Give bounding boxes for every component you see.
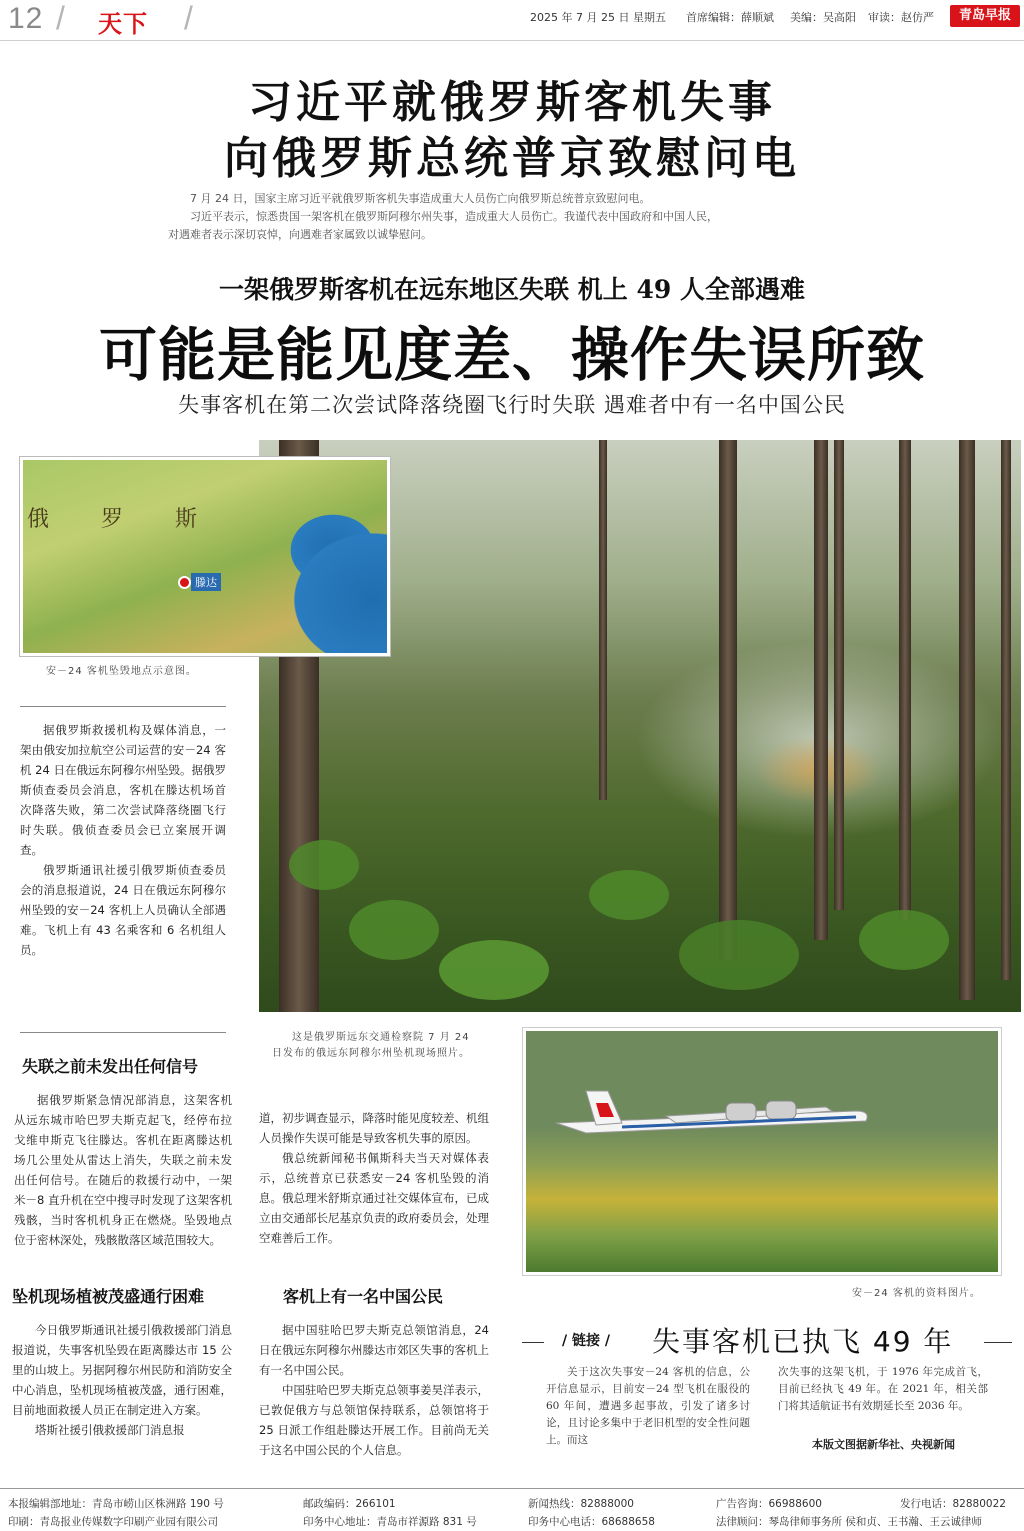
- issue-date: 2025 年 7 月 25 日 星期五: [530, 11, 666, 24]
- lead-line: 7 月 24 日，国家主席习近平就俄罗斯客机失事造成重大人员伤亡向俄罗斯总统普京致慰问电。: [190, 192, 651, 205]
- footer-item: 新闻热线：82888000: [528, 1498, 634, 1510]
- section1-continued-column: [259, 1108, 489, 1248]
- story-title: 可能是能见度差、操作失误所致: [98, 321, 925, 389]
- page-number: 12: [8, 2, 44, 35]
- section1-column: [14, 1090, 232, 1250]
- footer-item: 本报编辑部地址：青岛市崂山区株洲路 190 号: [8, 1498, 224, 1510]
- story-subtitle: 失事客机在第二次尝试降落绕圈飞行时失联 遇难者中有一名中国公民: [178, 393, 846, 417]
- header-rule: [0, 40, 1024, 41]
- headline-line-2: 向俄罗斯总统普京致慰问电: [224, 133, 800, 184]
- footer-item: 邮政编码：266101: [303, 1498, 396, 1510]
- header-divider: /: [184, 0, 193, 36]
- link-column: 关于这次失事安－24 客机的信息，公开信息显示，目前安－24 型飞机在服役的 60 年间，遭遇多起事故，引发了诸多讨论，且讨论多集中于老旧机型的安全性问题上。而这: [546, 1366, 750, 1446]
- footer-item: 发行电话：82880022: [900, 1498, 1006, 1510]
- crash-location-map: [20, 457, 390, 656]
- section1-paragraph: 据俄罗斯紧急情况部消息，这架客机从远东城市哈巴罗夫斯克起飞，经停布拉戈维申斯克飞往滕达。客机在距离滕达机场几公里处从雷达上消失，失联之前未发出任何信号。在随后的救援行动中，一架米－8 直升机在空中搜寻时发现了这架客机残骸，当时客机机身正在燃烧。坠毁地点位于密林深处，残骸散落区域范围较大。: [14, 1093, 232, 1247]
- footer-item: 印务中心电话：68688658: [528, 1516, 655, 1528]
- section-title: 天下: [98, 10, 148, 38]
- story-kicker: 一架俄罗斯客机在远东地区失联 机上 49 人全部遇难: [219, 275, 805, 304]
- link-box-rule: [522, 1342, 544, 1343]
- intro-paragraph: 据俄罗斯救援机构及媒体消息，一架由俄安加拉航空公司运营的安－24 客机 24 日在俄远东阿穆尔州坠毁。据俄罗斯侦查委员会消息，客机在滕达机场首次降落失败，第二次尝试降落绕圈飞行时失联。俄侦查委员会已立案展开调查。: [20, 723, 226, 857]
- link-title: 失事客机已执飞 49 年: [652, 1325, 954, 1358]
- lead-line: 对遇难者表示深切哀悼，向遇难者家属致以诚挚慰问。: [168, 228, 432, 241]
- map-caption: 安－24 客机坠毁地点示意图。: [46, 666, 197, 677]
- section3-paragraph: 中国驻哈巴罗夫斯克总领事姜昊洋表示，已敦促俄方与总领馆保持联系，总领馆将于 25 日派工作组赴滕达开展工作。目前尚无关于这名中国公民的个人信息。: [259, 1383, 489, 1457]
- link-tag: / 链接 /: [562, 1333, 610, 1349]
- column-rule: [20, 1032, 226, 1033]
- lead-line: 习近平表示，惊悉贵国一架客机在俄罗斯阿穆尔州失事，造成重大人员伤亡。我谨代表中国政府和中国人民，: [190, 210, 718, 223]
- section2-paragraph: 塔斯社援引俄救援部门消息报: [35, 1423, 185, 1437]
- map-country-label: 罗: [101, 507, 126, 532]
- map-location-marker: [178, 576, 191, 589]
- map-city-label: 滕达: [191, 573, 221, 591]
- section3-column: [259, 1320, 489, 1460]
- footer-item: 法律顾问：琴岛律师事务所 侯和贞、王书瀚、王云诚律师: [716, 1516, 982, 1528]
- map-country-label: 斯: [175, 507, 200, 532]
- plane-illustration: [556, 1091, 867, 1133]
- an24-plane-photo: [523, 1028, 1001, 1275]
- footer-rule: [0, 1488, 1024, 1489]
- intro-paragraph: 俄罗斯通讯社援引俄罗斯侦查委员会的消息报道说，24 日在俄远东阿穆尔州坠毁的安－24 客机上人员确认全部遇难。飞机上有 43 名乘客和 6 名机组人员。: [20, 863, 226, 957]
- section2-paragraph: 今日俄罗斯通讯社援引俄救援部门消息报道说，失事客机坠毁在距离滕达市 15 公里的山坡上。另据阿穆尔州民防和消防安全中心消息，坠机现场植被茂盛，通行困难，目前地面救援人员正在制定进入方案。: [12, 1323, 232, 1417]
- newspaper-logo: 青岛早报: [950, 5, 1020, 27]
- link-tag-label: 链接: [572, 1333, 600, 1349]
- section-heading: 坠机现场植被茂盛通行困难: [12, 1287, 205, 1306]
- art-editor: 美编：吴高阳: [790, 11, 856, 24]
- section2-column: [12, 1320, 232, 1440]
- link-box-rule: [984, 1342, 1012, 1343]
- chief-editor: 首席编辑：薛顺斌: [686, 11, 774, 24]
- map-country-label: 俄: [27, 507, 52, 532]
- section1-paragraph: 俄总统新闻秘书佩斯科夫当天对媒体表示，总统普京已获悉安－24 客机坠毁的消息。俄总理米舒斯京通过社交媒体宣布，已成立由交通部长尼基京负责的政府委员会，处理空难善后工作。: [259, 1151, 489, 1245]
- section-heading: 失联之前未发出任何信号: [22, 1057, 199, 1076]
- section-heading: 客机上有一名中国公民: [283, 1287, 444, 1306]
- footer-item: 印刷：青岛报业传媒数字印刷产业园有限公司: [8, 1516, 218, 1528]
- source-credit: 本版文图据新华社、央视新闻: [812, 1438, 955, 1451]
- proofreader: 审读：赵仿严: [868, 11, 934, 24]
- photo-caption: 这是俄罗斯远东交通检察院 7 月 24 日发布的俄远东阿穆尔州坠机现场照片。: [272, 1032, 470, 1059]
- header-divider: /: [56, 0, 65, 36]
- plane-caption: 安－24 客机的资料图片。: [852, 1288, 981, 1299]
- section1-paragraph: 道，初步调查显示，降落时能见度较差、机组人员操作失误可能是导致客机失事的原因。: [259, 1111, 489, 1145]
- footer-item: 广告咨询：66988600: [716, 1498, 822, 1510]
- column-rule: [20, 706, 226, 707]
- section3-paragraph: 据中国驻哈巴罗夫斯克总领馆消息，24 日在俄远东阿穆尔州滕达市郊区失事的客机上有一名中国公民。: [259, 1323, 489, 1377]
- headline-line-1: 习近平就俄罗斯客机失事: [248, 77, 776, 128]
- headline-lead: [168, 190, 868, 244]
- footer-item: 印务中心地址：青岛市祥源路 831 号: [303, 1516, 477, 1528]
- intro-column: [20, 720, 226, 960]
- related-link-box: [522, 1324, 1012, 1474]
- link-column: 次失事的这架飞机，于 1976 年完成首飞，目前已经执飞 49 年。在 2021 年，相关部门将其适航证书有效期延长至 2036 年。: [778, 1366, 988, 1412]
